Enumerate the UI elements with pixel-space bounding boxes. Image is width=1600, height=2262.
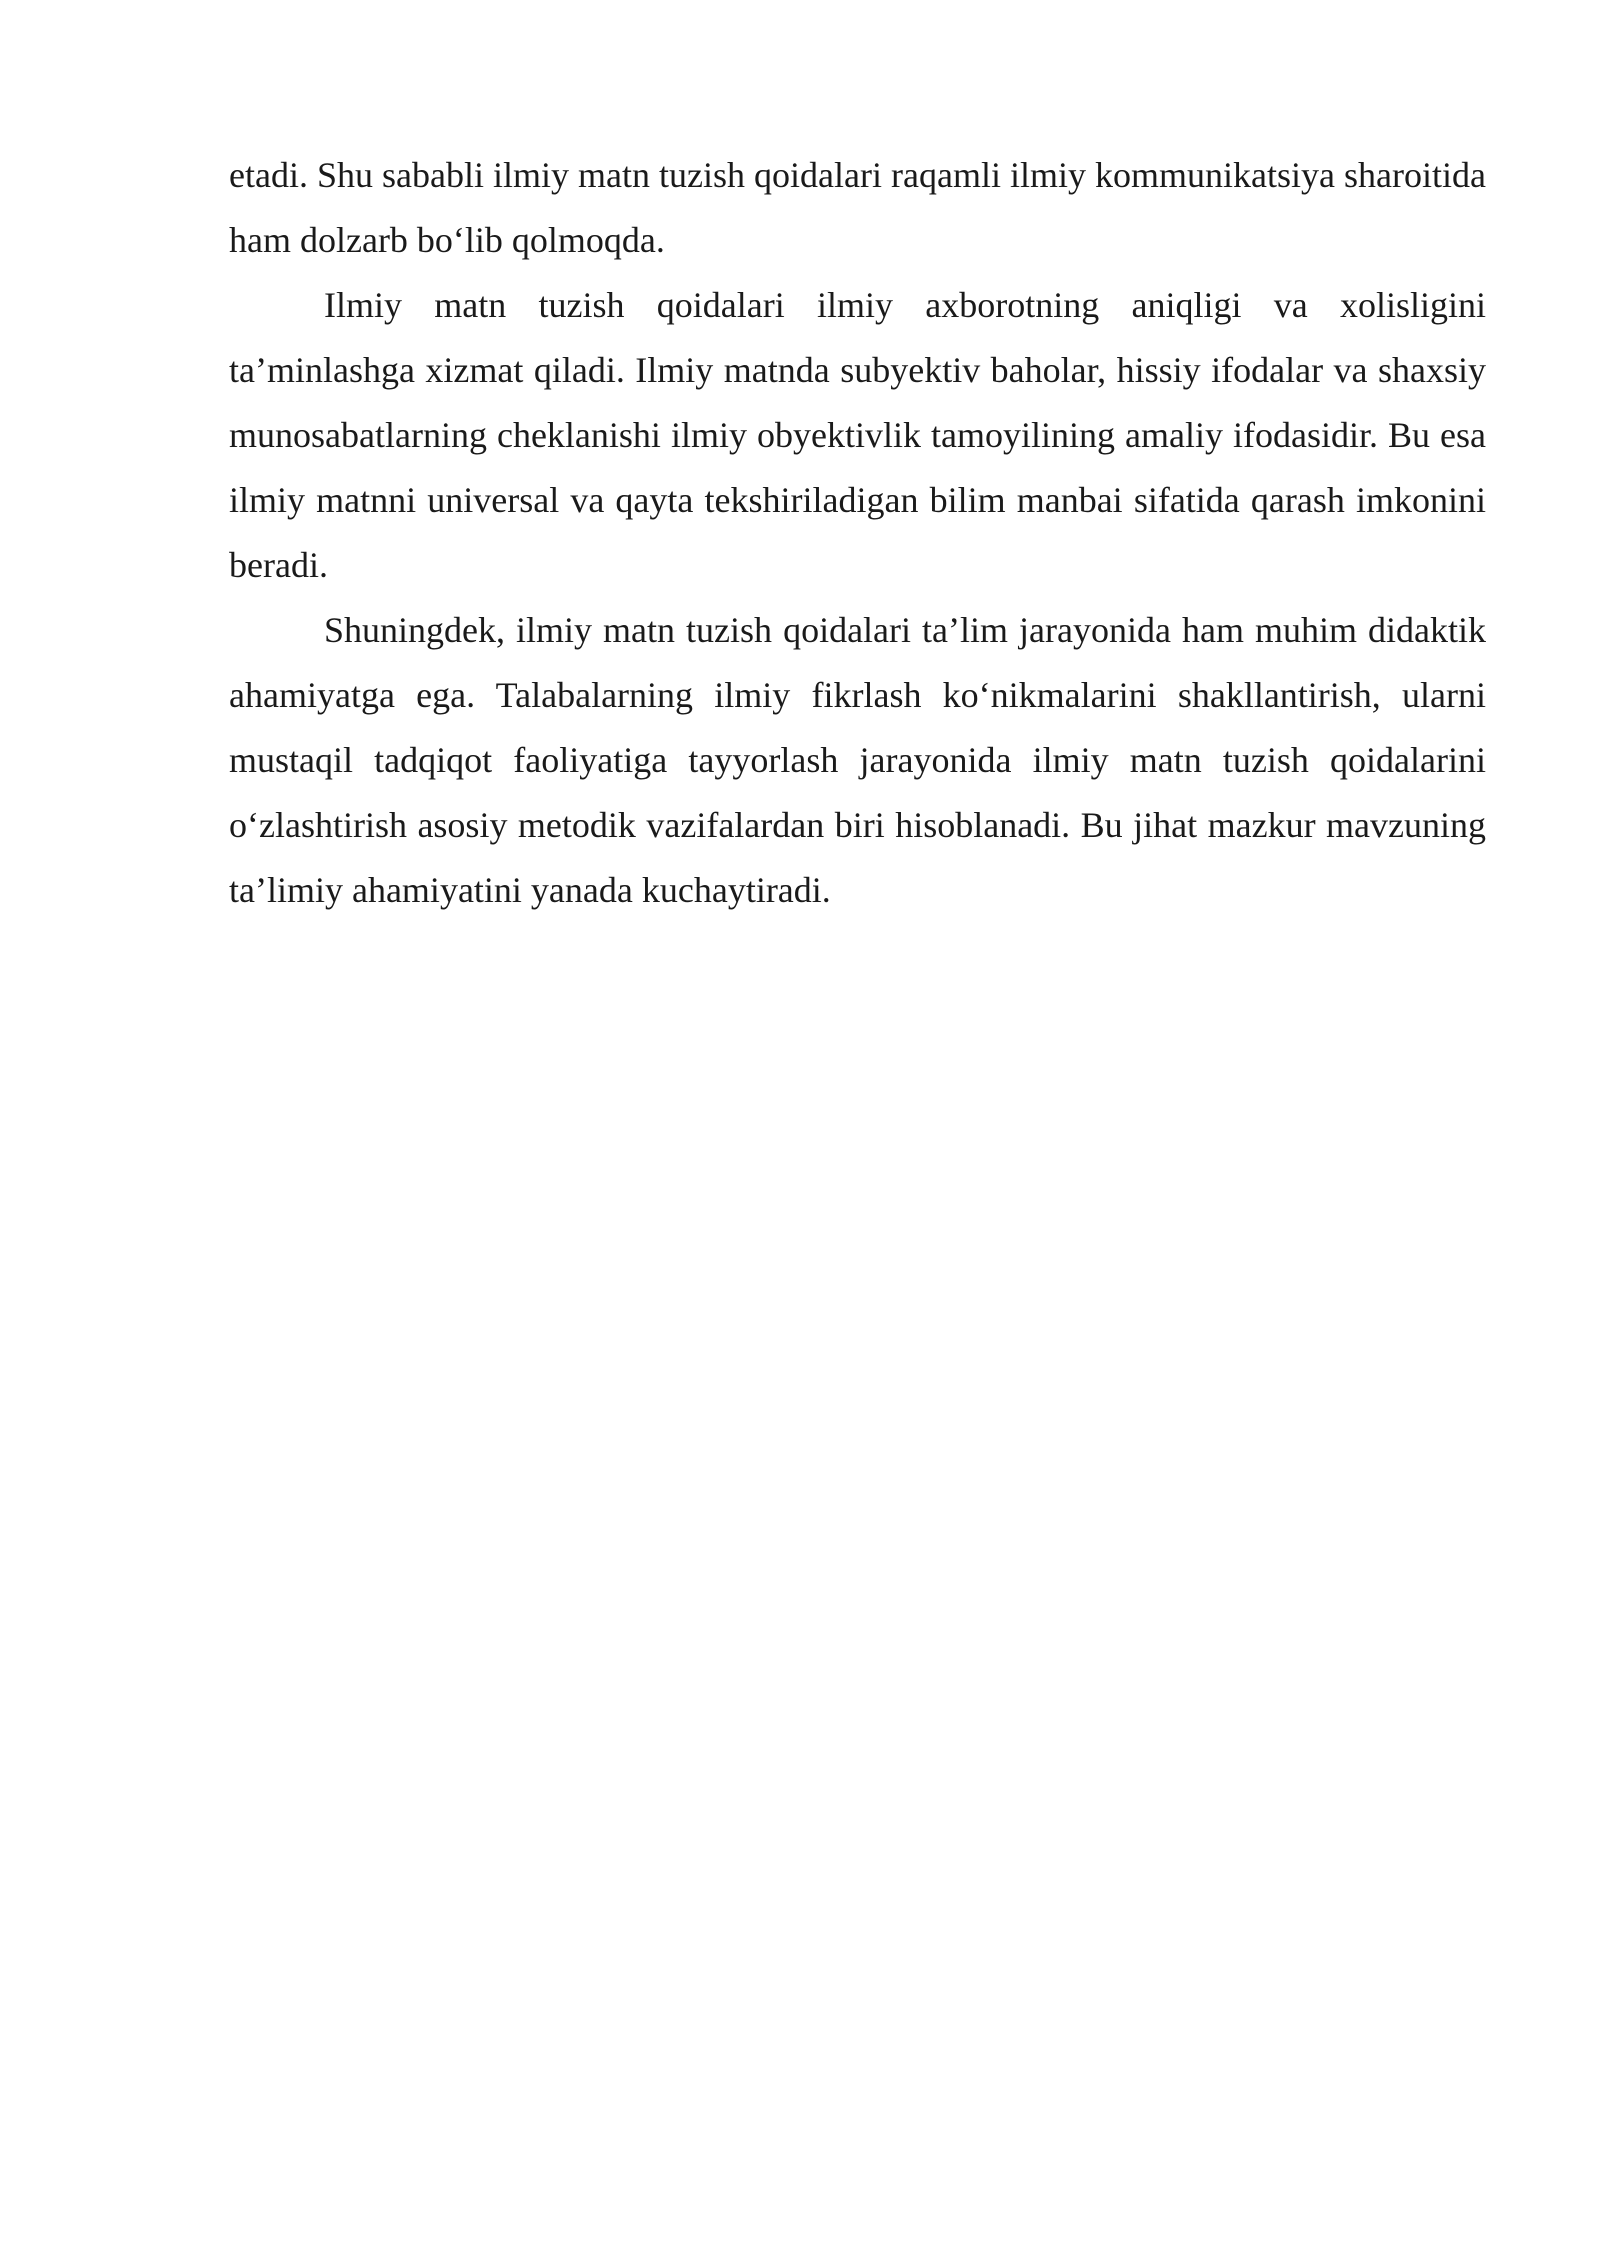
paragraph-continuation: etadi. Shu sababli ilmiy matn tuzish qoidalari raqamli ilmiy kommunikatsiya sharoitida ham dolzarb bo‘lib qolmoqda. (229, 155, 1486, 260)
paragraph: Ilmiy matn tuzish qoidalari ilmiy axborotning aniqligi va xolisligini ta’minlashga xizmat qiladi. Ilmiy matnda subyektiv baholar, hissiy ifodalar va shaxsiy munosabatlarning cheklanishi ilmiy obyektivlik tamoyilining amaliy ifodasidir. Bu esa ilmiy matnni universal va qayta tekshiriladigan bilim manbai sifatida qarash imkonini beradi. (229, 285, 1486, 585)
body-text (229, 143, 1486, 923)
paragraph: Shuningdek, ilmiy matn tuzish qoidalari ta’lim jarayonida ham muhim didaktik ahamiyatga ega. Talabalarning ilmiy fikrlash ko‘nikmalarini shakllantirish, ularni mustaqil tadqiqot faoliyatiga tayyorlash jarayonida ilmiy matn tuzish qoidalarini o‘zlashtirish asosiy metodik vazifalardan biri hisoblanadi. Bu jihat mazkur mavzuning ta’limiy ahamiyatini yanada kuchaytiradi. (229, 610, 1486, 910)
